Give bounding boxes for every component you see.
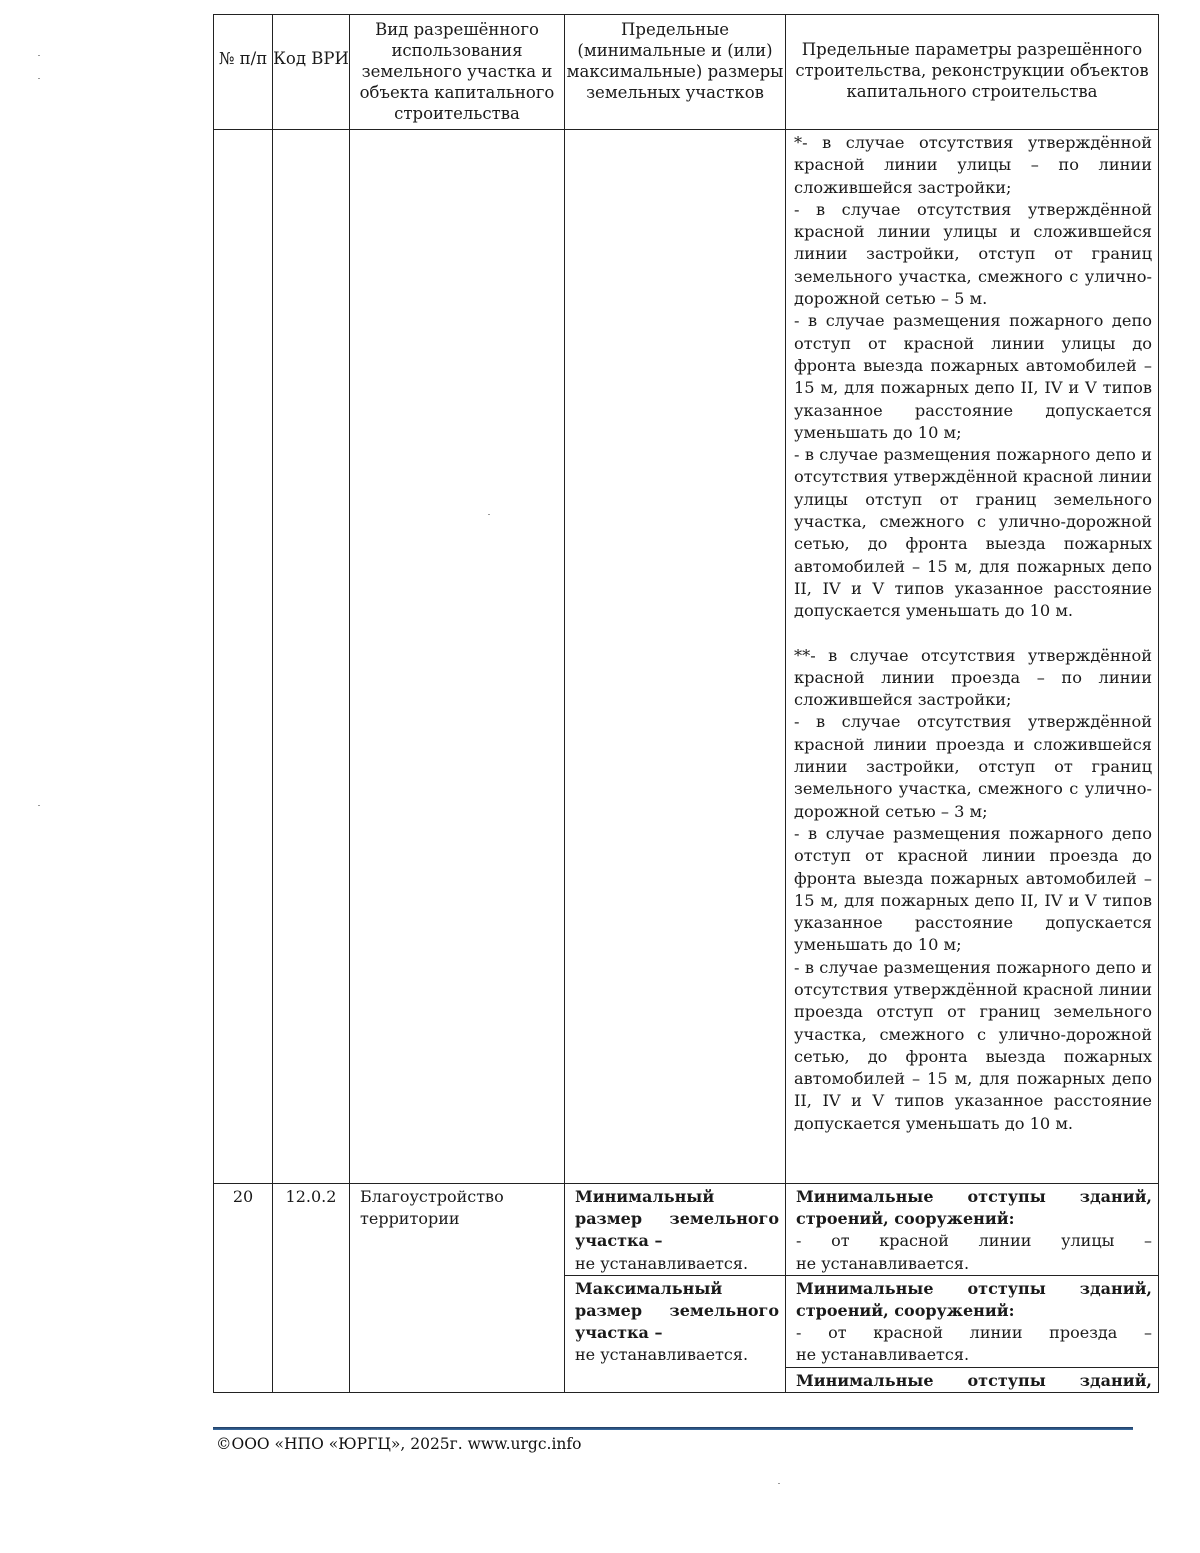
header-permitted-use: Вид разрешённого использования земельного участка и объекта капитального строительства — [350, 15, 565, 130]
table-row-20 — [214, 1184, 1159, 1393]
note-paragraph: - в случае размещения пожарного депо отступ от красной линии проезда до фронта выезда пожарных автомобилей – 15 м, для пожарных депо II, IV и V типов указанное расстояние допускается уменьшать до 10 м; — [794, 823, 1152, 955]
setback-title: Минимальные отступы зданий, — [796, 1370, 1152, 1390]
plot-size-subtable — [565, 1184, 785, 1389]
header-construction-parameters: Предельные параметры разрешённого строительства, реконструкции объектов капитального строительства — [786, 15, 1159, 130]
header-plot-size-limits: Предельные (минимальные и (или) максимальные) размеры земельных участков — [565, 15, 786, 130]
row-number: 20 — [214, 1184, 273, 1393]
scan-speck — [38, 78, 40, 79]
row-permitted-use: Благоустройство территории — [350, 1184, 565, 1393]
subrow-driveway-setback — [786, 1275, 1158, 1367]
setback-value: не устанавливается. — [796, 1345, 970, 1365]
row-vri-code: 12.0.2 — [273, 1184, 350, 1393]
setback-item: - от красной линии проезда – — [796, 1323, 1152, 1343]
subrow-next-setback — [786, 1367, 1158, 1392]
setbacks-cell — [786, 1184, 1159, 1393]
scan-speck — [778, 1483, 780, 1484]
setback-notes-cell — [786, 130, 1159, 1184]
subrow-street-setback — [786, 1184, 1158, 1275]
header-number: № п/п — [214, 15, 273, 130]
empty-cell — [350, 130, 565, 1184]
footer-copyright: ©ООО «НПО «ЮРГЦ», 2025г. www.urgc.info — [216, 1435, 582, 1453]
note-paragraph: **- в случае отсутствия утверждённой красной линии проезда – по линии сложившейся застройки; — [794, 645, 1152, 710]
setbacks-subtable — [786, 1184, 1158, 1392]
setback-value: не устанавливается. — [796, 1253, 970, 1273]
note-paragraph: - в случае размещения пожарного депо и отсутствия утверждённой красной линии улицы отступ от границ земельного участка, смежного с улично-дорожной сетью, до фронта выезда пожарных автомобилей – 15 м, для пожарных депо II, IV и V типов указанное расстояние допускается уменьшать до 10 м. — [794, 445, 1152, 621]
note-paragraph: - в случае отсутствия утверждённой красной линии проезда и сложившейся линии застройки, отступ от границ земельного участка, смежного с улично-дорожной сетью – 3 м; — [794, 712, 1152, 821]
header-vri-code: Код ВРИ — [273, 15, 350, 130]
max-size-title: Максимальный размер земельного участка – — [575, 1278, 779, 1343]
footer-divider — [213, 1427, 1133, 1430]
scan-speck — [38, 55, 40, 56]
regulations-table — [213, 14, 1159, 1393]
note-paragraph: *- в случае отсутствия утверждённой красной линии улицы – по линии сложившейся застройки; — [794, 133, 1152, 197]
plot-size-cell — [565, 1184, 786, 1393]
subrow-max-size — [565, 1275, 785, 1389]
min-size-value: не устанавливается. — [575, 1253, 749, 1273]
empty-cell — [273, 130, 350, 1184]
min-size-title: Минимальный размер земельного участка – — [575, 1187, 779, 1251]
note-paragraph: - в случае размещения пожарного депо и отсутствия утверждённой красной линии проезда отступ от границ земельного участка, смежного с улично-дорожной сетью, до фронта выезда пожарных автомобилей – 15 м, для пожарных депо II, IV и V типов указанное расстояние допускается уменьшать до 10 м. — [794, 957, 1152, 1133]
setback-title: Минимальные отступы зданий, строений, сооружений: — [796, 1278, 1152, 1321]
table-header-row — [214, 15, 1159, 130]
note-paragraph: - в случае размещения пожарного депо отступ от красной линии улицы до фронта выезда пожарных автомобилей – 15 м, для пожарных депо II, IV и V типов указанное расстояние допускается уменьшать до 10 м; — [794, 311, 1152, 442]
empty-cell — [565, 130, 786, 1184]
paragraph-gap — [794, 623, 1152, 645]
empty-cell — [214, 130, 273, 1184]
setback-title: Минимальные отступы зданий, строений, сооружений: — [796, 1187, 1152, 1229]
scan-speck — [38, 805, 40, 806]
max-size-value: не устанавливается. — [575, 1345, 749, 1365]
subrow-min-size — [565, 1184, 785, 1275]
table-row-continuation — [214, 130, 1159, 1184]
note-paragraph: - в случае отсутствия утверждённой красной линии улицы и сложившейся линии застройки, отступ от границ земельного участка, смежного с улично-дорожной сетью – 5 м. — [794, 199, 1152, 309]
scan-speck — [488, 514, 490, 515]
setback-item: - от красной линии улицы – — [796, 1231, 1152, 1251]
